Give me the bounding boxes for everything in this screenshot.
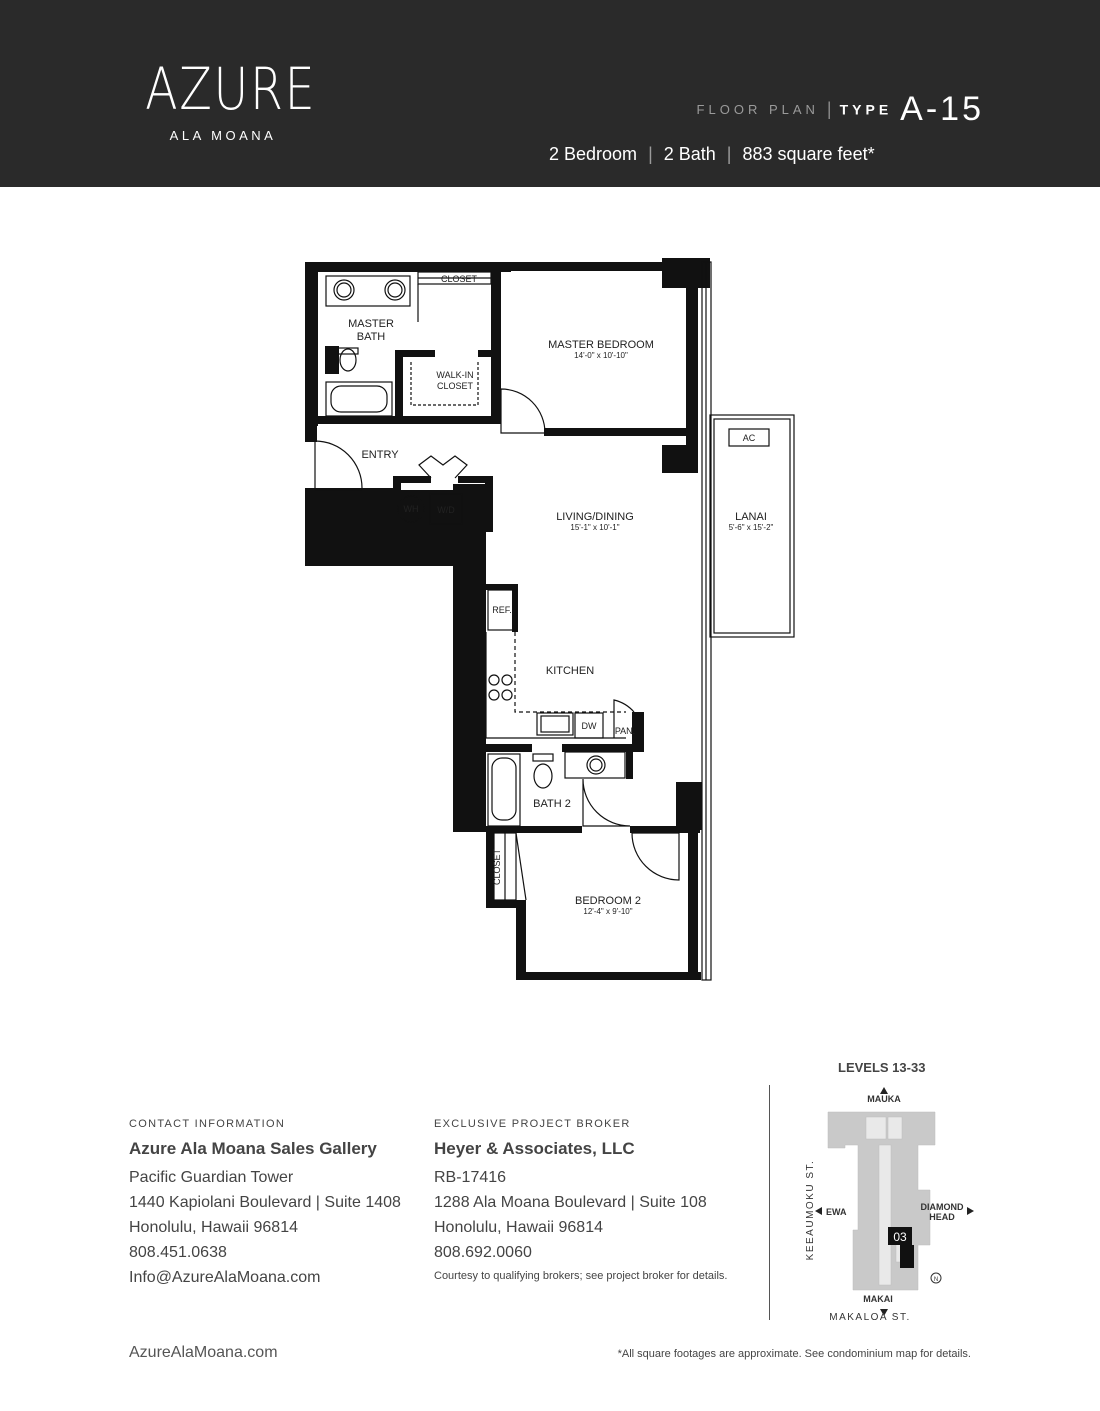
wall bbox=[544, 428, 689, 436]
wall bbox=[393, 476, 431, 483]
wall bbox=[305, 262, 511, 272]
label-entry: ENTRY bbox=[361, 449, 399, 461]
contact-building: Pacific Guardian Tower bbox=[129, 1169, 294, 1186]
label-wd: W/D bbox=[437, 505, 455, 515]
divider-line bbox=[769, 1085, 770, 1320]
azure-logo bbox=[128, 55, 318, 143]
label-ac: AC bbox=[742, 433, 756, 443]
label-kitchen: KITCHEN bbox=[545, 665, 595, 677]
bath2-door bbox=[583, 779, 630, 826]
broker-name: Heyer & Associates, LLC bbox=[434, 1139, 635, 1158]
wall bbox=[393, 476, 401, 532]
dim-lanai: 5'-6" x 15'-2" bbox=[728, 523, 774, 532]
arrow-right-icon bbox=[967, 1207, 974, 1215]
contact-city: Honolulu, Hawaii 96814 bbox=[129, 1219, 298, 1236]
wall bbox=[458, 476, 493, 483]
diamond-head-label: DIAMOND bbox=[920, 1202, 964, 1212]
north-label: N bbox=[933, 1277, 939, 1283]
header-band bbox=[0, 0, 1100, 187]
entry-door bbox=[315, 441, 362, 488]
wall-solid bbox=[453, 484, 486, 832]
summary-divider: | bbox=[648, 144, 653, 164]
floor-plan-drawing bbox=[300, 255, 800, 990]
bedroom-count: 2 Bedroom bbox=[549, 144, 638, 164]
ewa-label: EWA bbox=[826, 1207, 847, 1217]
dim-living-dining: 15'-1" x 10'-1" bbox=[570, 523, 620, 532]
wall bbox=[688, 828, 698, 980]
bedroom-door bbox=[501, 389, 545, 433]
wall bbox=[478, 350, 500, 357]
bedroom2-door bbox=[632, 833, 679, 880]
broker-heading: EXCLUSIVE PROJECT BROKER bbox=[434, 1118, 631, 1130]
broker-note: Courtesy to qualifying brokers; see project broker for details. bbox=[434, 1270, 728, 1282]
dim-bedroom2: 12'-4" x 9'-10" bbox=[583, 907, 633, 916]
core-block bbox=[866, 1117, 886, 1139]
disclaimer: *All square footages are approximate. See condominium map for details. bbox=[617, 1348, 971, 1360]
wall bbox=[626, 744, 633, 779]
broker-city: Honolulu, Hawaii 96814 bbox=[434, 1219, 603, 1236]
label-walkin-closet: CLOSET bbox=[436, 381, 474, 391]
wall-column bbox=[676, 782, 702, 830]
wall-solid bbox=[305, 488, 393, 566]
label-living-dining: LIVING/DINING bbox=[556, 511, 634, 523]
toilet-2 bbox=[534, 764, 552, 788]
keeaumoku-street-label: KEEAUMOKU ST. bbox=[805, 1159, 816, 1261]
contact-phone[interactable]: 808.451.0638 bbox=[129, 1244, 227, 1261]
label-ref: REF. bbox=[492, 605, 512, 615]
wall bbox=[305, 262, 318, 426]
wall bbox=[500, 262, 662, 271]
broker-phone[interactable]: 808.692.0060 bbox=[434, 1244, 532, 1261]
summary-divider: | bbox=[726, 144, 732, 164]
makai-label: MAKAI bbox=[863, 1294, 893, 1304]
wall bbox=[491, 262, 501, 424]
arrow-left-icon bbox=[815, 1207, 822, 1215]
label-closet-top: CLOSET bbox=[440, 274, 478, 284]
mauka-label: MAUKA bbox=[867, 1094, 901, 1104]
sales-gallery-name: Azure Ala Moana Sales Gallery bbox=[129, 1139, 377, 1158]
website-link[interactable]: AzureAlaMoana.com bbox=[129, 1344, 278, 1361]
brand-name: AZURE bbox=[145, 55, 317, 123]
wall bbox=[516, 972, 701, 980]
arrow-up-icon bbox=[880, 1087, 888, 1094]
toilet bbox=[340, 349, 356, 371]
wall bbox=[485, 476, 493, 532]
contact-address: 1440 Kapiolani Boulevard | Suite 1408 bbox=[129, 1194, 401, 1211]
contact-email[interactable]: Info@AzureAlaMoana.com bbox=[129, 1269, 321, 1286]
site-key-map bbox=[790, 1080, 990, 1330]
wall bbox=[512, 584, 518, 632]
bath-count: 2 Bath bbox=[663, 144, 716, 164]
makaloa-street-label: MAKALOA ST. bbox=[829, 1312, 911, 1323]
wall bbox=[686, 258, 698, 453]
wall bbox=[486, 744, 532, 752]
unit-summary bbox=[549, 144, 875, 165]
project-broker bbox=[434, 1118, 727, 1282]
contact-information bbox=[129, 1118, 401, 1290]
title-separator: | bbox=[826, 99, 832, 119]
type-code: A-15 bbox=[900, 90, 984, 128]
label-master-bath: BATH bbox=[356, 331, 386, 343]
wall-column bbox=[662, 445, 698, 473]
wall bbox=[516, 900, 526, 980]
wall-stub bbox=[325, 346, 339, 374]
wall bbox=[305, 426, 317, 442]
type-label: TYPE bbox=[839, 101, 893, 118]
label-master-bath: MASTER bbox=[348, 318, 394, 330]
label-walkin-closet: WALK-IN bbox=[436, 370, 474, 380]
square-footage: 883 square feet* bbox=[742, 144, 875, 164]
plan-title bbox=[697, 90, 984, 129]
wall bbox=[486, 826, 582, 833]
label-lanai: LANAI bbox=[735, 511, 767, 523]
label-bedroom2: BEDROOM 2 bbox=[574, 895, 642, 907]
label-closet-side: CLOSET bbox=[492, 848, 502, 886]
wall bbox=[318, 416, 498, 424]
label-pantry: PAN. bbox=[614, 726, 636, 736]
unit-03-label: 03 bbox=[893, 1230, 907, 1244]
label-wh: WH bbox=[403, 504, 419, 514]
diamond-head-label: HEAD bbox=[929, 1212, 955, 1222]
wall bbox=[395, 350, 435, 357]
contact-heading: CONTACT INFORMATION bbox=[129, 1118, 286, 1130]
label-dw: DW bbox=[581, 721, 597, 731]
cooktop-burner bbox=[489, 675, 499, 685]
closet-bifold bbox=[419, 456, 467, 478]
label-bath2: BATH 2 bbox=[533, 798, 571, 810]
label-master-bedroom: MASTER BEDROOM bbox=[548, 339, 654, 351]
levels-label: LEVELS 13-33 bbox=[838, 1060, 926, 1075]
dim-master-bedroom: 14'-0" x 10'-10" bbox=[574, 351, 628, 360]
broker-license: RB-17416 bbox=[434, 1169, 507, 1186]
floor-plan-label: FLOOR PLAN bbox=[696, 102, 819, 117]
broker-address: 1288 Ala Moana Boulevard | Suite 108 bbox=[434, 1194, 707, 1211]
brand-subtitle: ALA MOANA bbox=[169, 128, 277, 143]
